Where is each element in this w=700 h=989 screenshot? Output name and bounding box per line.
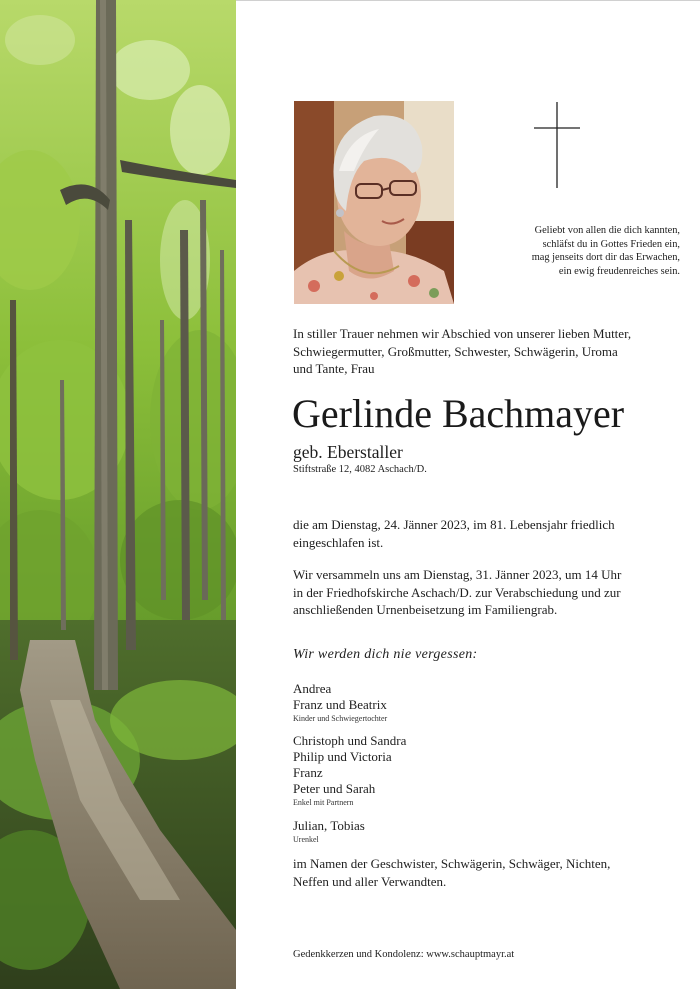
ceremony-line: Wir versammeln uns am Dienstag, 31. Jänner 2023, um 14 Uhr [293, 567, 622, 582]
condolence-footer: Gedenkkerzen und Kondolenz: www.schauptmayr.at [293, 949, 515, 960]
portrait-photo [294, 101, 454, 304]
poem-line: mag jenseits dort dir das Erwachen, [531, 252, 680, 264]
mourner-name: Philip und Victoria [293, 749, 392, 764]
intro-line: In stiller Trauer nehmen wir Abschied von unserer lieben Mutter, [293, 326, 632, 341]
forest-path-photo [0, 0, 236, 989]
mourners-great-grandchildren [293, 818, 365, 845]
intro-line: Schwiegermutter, Großmutter, Schwester, Schwägerin, Uroma [293, 343, 618, 359]
intro-line: und Tante, Frau [293, 361, 375, 376]
death-notice [293, 516, 673, 551]
latin-cross-icon [534, 102, 580, 188]
mourner-name: Peter und Sarah [293, 781, 376, 796]
mourner-name: Andrea [293, 681, 332, 696]
mourner-relation: Urenkel [293, 835, 319, 844]
closing-text [293, 855, 673, 890]
ceremony-line: in der Friedhofskirche Aschach/D. zur Verabschiedung und zur [293, 584, 621, 600]
ceremony-notice [293, 566, 673, 619]
mourning-intro [293, 325, 663, 378]
memorial-poem [480, 224, 680, 278]
closing-line: Neffen und aller Verwandten. [293, 873, 447, 889]
mourner-name: Franz [293, 765, 323, 780]
mourners-grandchildren [293, 733, 406, 808]
deceased-address: Stiftstraße 12, 4082 Aschach/D. [293, 464, 427, 475]
closing-line: im Namen der Geschwister, Schwägerin, Schwäger, Nichten, [293, 856, 611, 871]
mourner-name: Christoph und Sandra [293, 733, 407, 748]
death-notice-line: eingeschlafen ist. [293, 534, 384, 550]
poem-line: ein ewig freudenreiches sein. [558, 265, 680, 277]
mourners-children [293, 681, 387, 724]
mourner-name: Franz und Beatrix [293, 697, 387, 712]
mourner-relation: Kinder und Schwiegertochter [293, 714, 388, 723]
deceased-name: Gerlinde Bachmayer [292, 391, 625, 436]
mourner-name: Julian, Tobias [293, 818, 365, 833]
death-notice-line: die am Dienstag, 24. Jänner 2023, im 81. Lebensjahr friedlich [293, 517, 615, 532]
memorial-motto: Wir werden dich nie vergessen: [293, 647, 478, 662]
poem-line: Geliebt von allen die dich kannten, [534, 225, 680, 236]
ceremony-line: anschließenden Urnenbeisetzung im Familiengrab. [293, 602, 558, 617]
maiden-name: geb. Eberstaller [293, 442, 403, 462]
top-border-line [236, 0, 700, 1]
poem-line: schläfst du in Gottes Frieden ein, [542, 238, 680, 250]
mourner-relation: Enkel mit Partnern [293, 798, 354, 807]
